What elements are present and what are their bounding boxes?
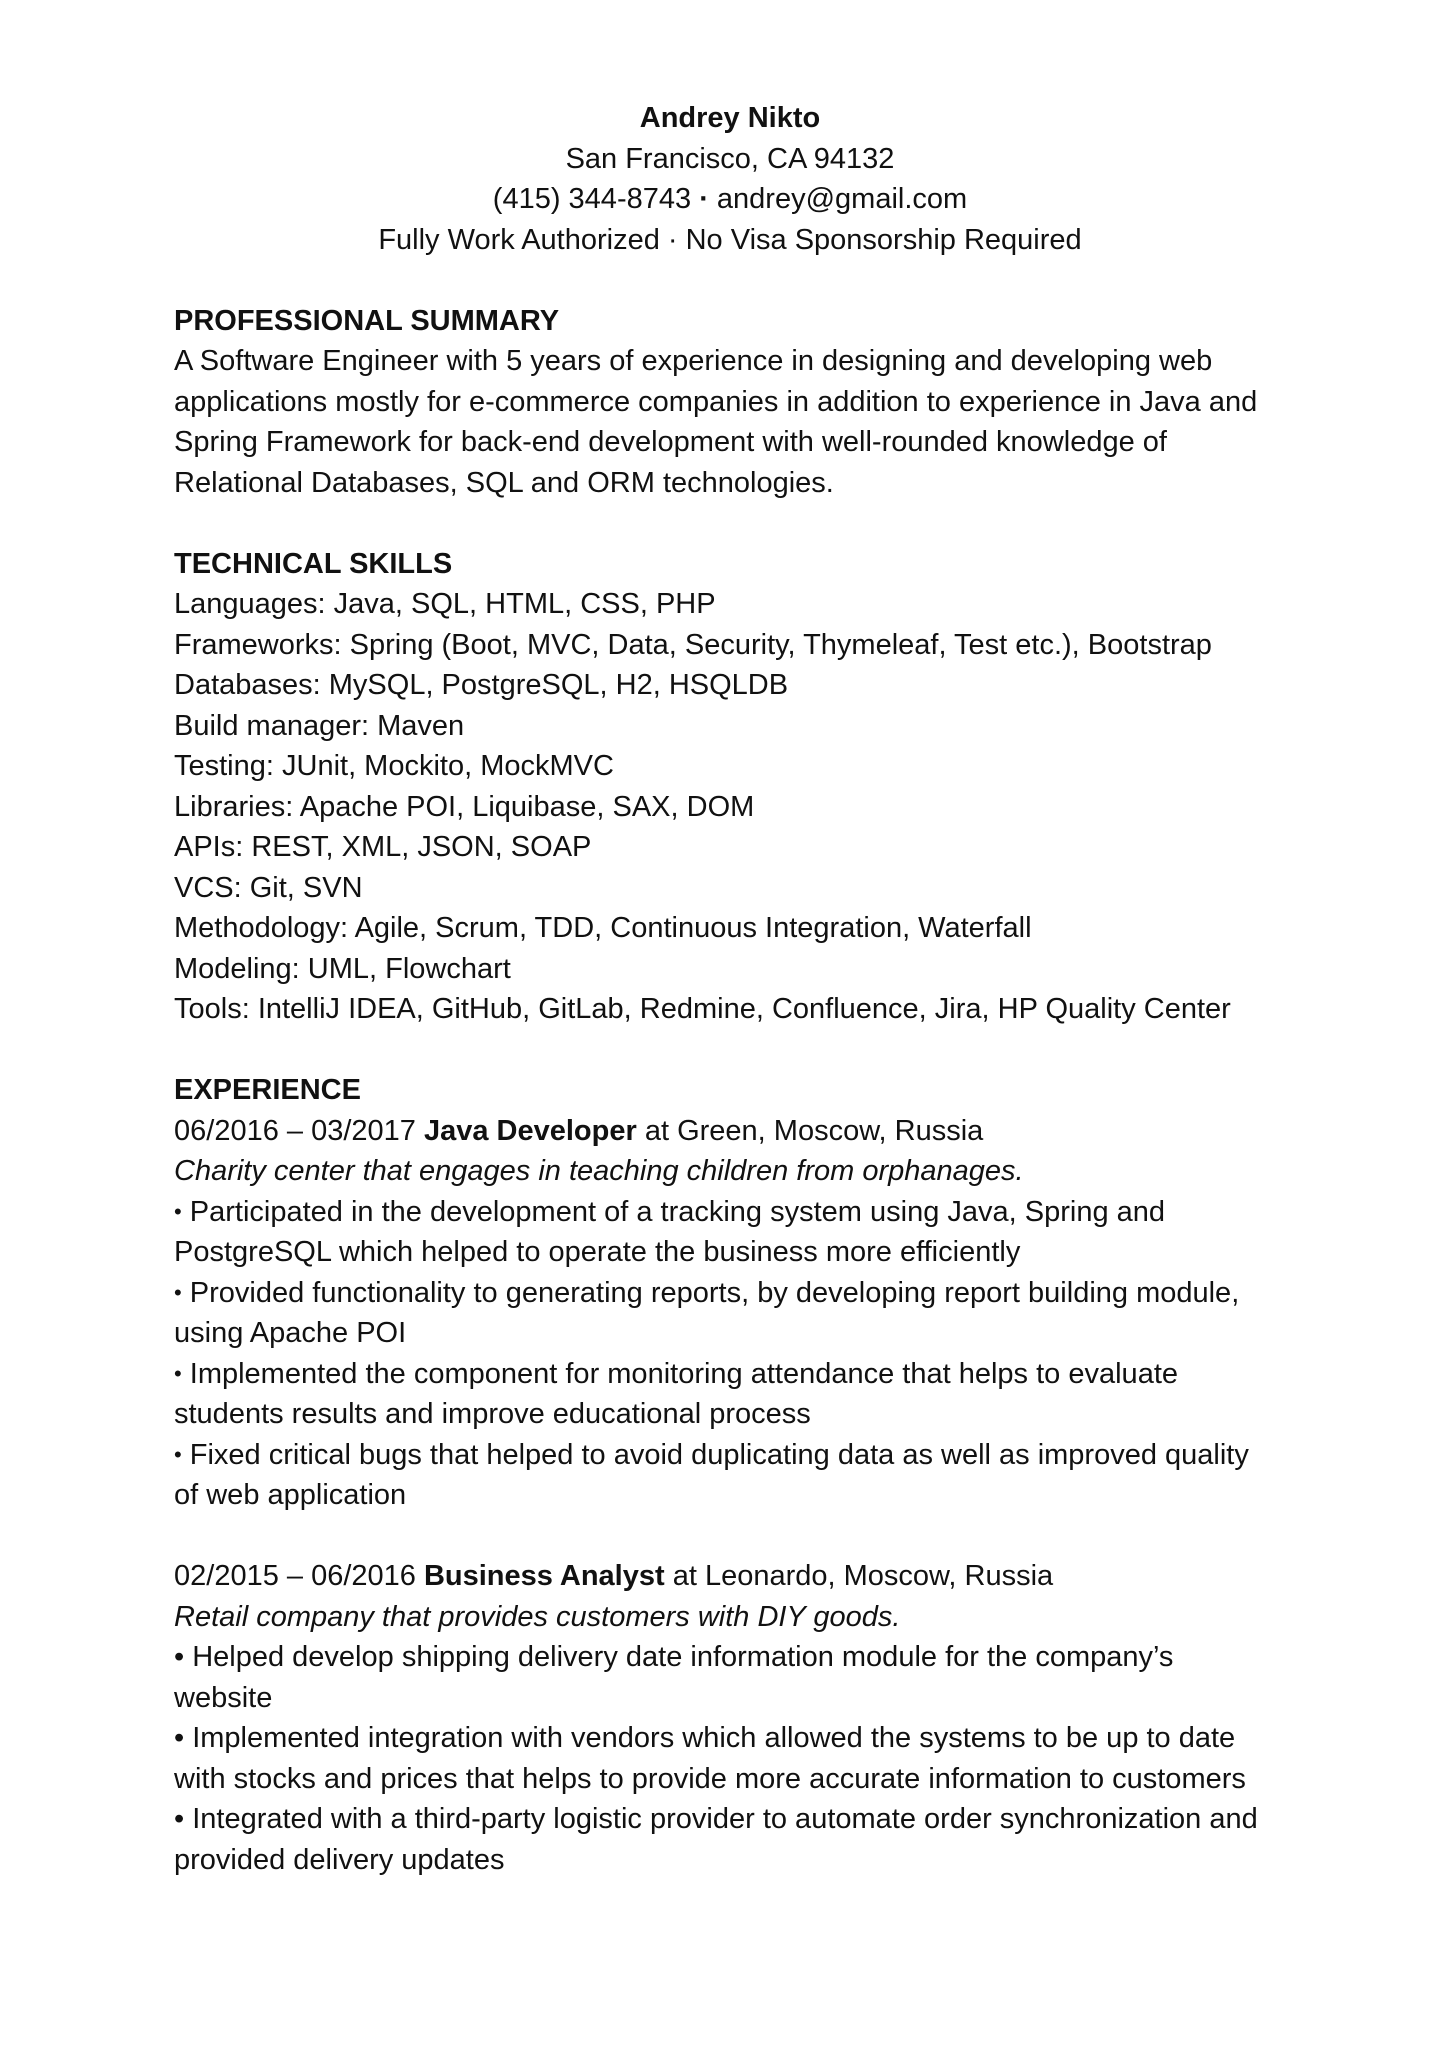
experience-heading: EXPERIENCE: [174, 1074, 361, 1106]
bullet-text: Implemented the component for monitoring attendance that helps to evaluate: [189, 1357, 1179, 1390]
skill-item: Databases: MySQL, PostgreSQL, H2, HSQLDB: [174, 669, 789, 701]
bullet-marker: •: [174, 1198, 182, 1224]
skill-item: Methodology: Agile, Scrum, TDD, Continuous Integration, Waterfall: [174, 912, 1032, 944]
skills-heading: TECHNICAL SKILLS: [174, 547, 453, 580]
skill-item: Languages: Java, SQL, HTML, CSS, PHP: [174, 588, 716, 620]
bullet-marker: •: [174, 1360, 182, 1386]
job-bullet: [174, 1718, 1294, 1799]
work-authorization: Fully Work Authorized · No Visa Sponsorship Required: [378, 223, 1082, 256]
summary-section: [174, 301, 1294, 504]
bullet-text: using Apache POI: [174, 1317, 407, 1349]
bullet-marker: •: [174, 1441, 182, 1467]
job-title: Business Analyst: [423, 1560, 665, 1592]
job-bullet: [174, 1799, 1294, 1880]
job-bullet: [174, 1435, 1294, 1516]
skill-item: Frameworks: Spring (Boot, MVC, Data, Security, Thymeleaf, Test etc.), Bootstrap: [174, 628, 1212, 661]
skill-item: Build manager: Maven: [174, 709, 465, 742]
candidate-phone: (415) 344-8743: [492, 183, 692, 215]
bullet-text: Helped develop shipping delivery date information module for the company’s: [192, 1641, 1174, 1673]
job-description: Retail company that provides customers with DIY goods.: [174, 1600, 901, 1633]
job-bullet: [174, 1192, 1294, 1273]
resume-header: [174, 98, 1286, 260]
summary-line: applications mostly for e-commerce companies in addition to experience in Java and: [174, 385, 1258, 418]
skill-item: APIs: REST, XML, JSON, SOAP: [174, 831, 592, 863]
bullet-text: provided delivery updates: [174, 1843, 505, 1876]
candidate-address: San Francisco, CA 94132: [565, 142, 895, 175]
contact-separator: ·: [699, 183, 709, 215]
job-dates: 06/2016 – 03/2017: [174, 1114, 416, 1147]
resume-page: [174, 98, 1294, 1880]
bullet-marker: •: [174, 1279, 182, 1305]
bullet-text: website: [174, 1681, 273, 1714]
bullet-marker: •: [174, 1803, 185, 1835]
job-entry: [174, 1111, 1294, 1516]
job-bullet: [174, 1354, 1294, 1435]
job-header: [174, 1556, 1294, 1597]
skill-item: Testing: JUnit, Mockito, MockMVC: [174, 750, 614, 782]
skill-item: Tools: IntelliJ IDEA, GitHub, GitLab, Redmine, Confluence, Jira, HP Quality Center: [174, 993, 1231, 1025]
job-company: at Green, Moscow, Russia: [644, 1114, 984, 1147]
bullet-text: Implemented integration with vendors which allowed the systems to be up to date: [192, 1722, 1236, 1754]
bullet-text: Participated in the development of a tracking system using Java, Spring and: [189, 1195, 1166, 1228]
job-entry: [174, 1556, 1294, 1880]
bullet-marker: •: [174, 1722, 185, 1754]
bullet-marker: •: [174, 1641, 185, 1673]
bullet-text: students results and improve educational process: [174, 1398, 811, 1430]
bullet-text: Fixed critical bugs that helped to avoid duplicating data as well as improved quality: [189, 1438, 1249, 1471]
bullet-text: with stocks and prices that helps to provide more accurate information to customers: [174, 1762, 1246, 1795]
job-bullet: [174, 1273, 1294, 1354]
skill-item: VCS: Git, SVN: [174, 871, 363, 904]
candidate-name: Andrey Nikto: [639, 102, 821, 134]
job-header: [174, 1111, 1294, 1152]
summary-line: A Software Engineer with 5 years of experience in designing and developing web: [174, 345, 1213, 377]
summary-line: Relational Databases, SQL and ORM technologies.: [174, 466, 834, 499]
experience-section: [174, 1070, 1294, 1880]
contact-line: [174, 179, 1286, 220]
skills-section: [174, 544, 1294, 1030]
candidate-email: andrey@gmail.com: [716, 183, 968, 215]
job-description: Charity center that engages in teaching children from orphanages.: [174, 1155, 1024, 1187]
summary-line: Spring Framework for back-end development with well-rounded knowledge of: [174, 426, 1167, 458]
job-title: Java Developer: [423, 1114, 637, 1147]
bullet-text: PostgreSQL which helped to operate the business more efficiently: [174, 1236, 1021, 1268]
job-dates: 02/2015 – 06/2016: [174, 1560, 416, 1592]
skill-item: Libraries: Apache POI, Liquibase, SAX, DOM: [174, 790, 755, 823]
skill-item: Modeling: UML, Flowchart: [174, 952, 511, 985]
bullet-text: of web application: [174, 1479, 407, 1511]
job-bullet: [174, 1637, 1294, 1718]
summary-heading: PROFESSIONAL SUMMARY: [174, 304, 560, 337]
bullet-text: Provided functionality to generating reports, by developing report building module,: [189, 1276, 1240, 1309]
bullet-text: Integrated with a third-party logistic provider to automate order synchronization and: [192, 1803, 1258, 1835]
job-company: at Leonardo, Moscow, Russia: [672, 1560, 1054, 1592]
